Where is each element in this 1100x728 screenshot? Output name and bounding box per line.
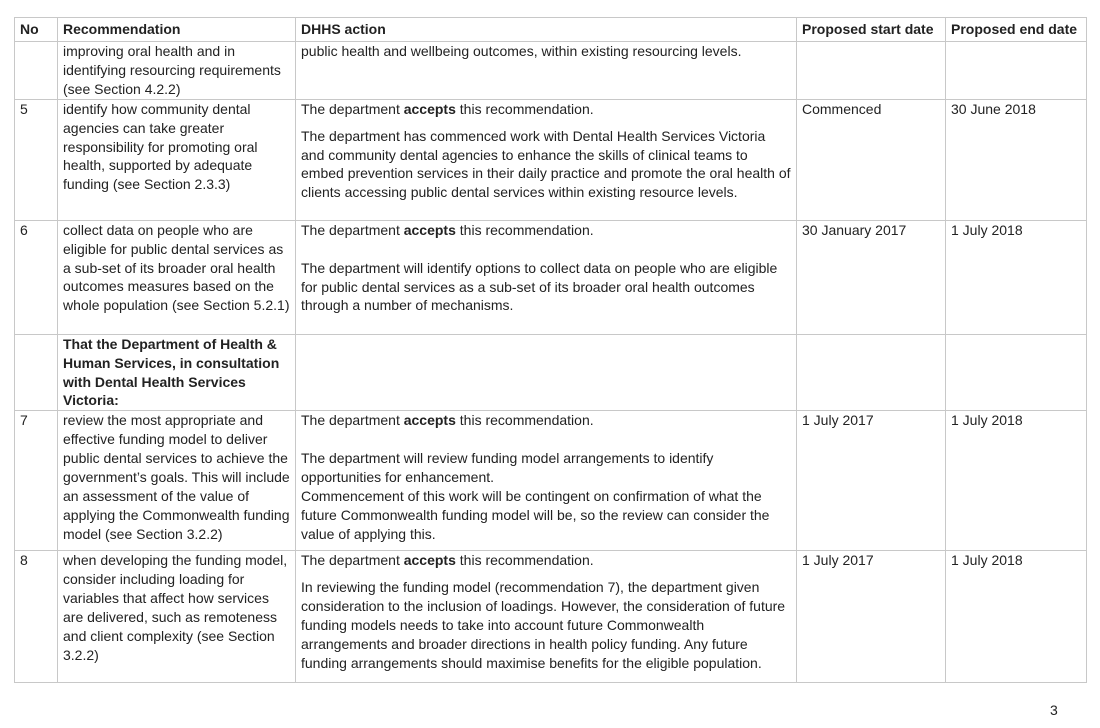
end-date [946, 334, 1087, 411]
acceptance-lead: The department [301, 552, 404, 569]
acceptance-statement [301, 221, 791, 240]
acceptance-lead: The department [301, 221, 404, 238]
table-header-row [15, 18, 1087, 42]
table-row [15, 411, 1087, 551]
row-number [15, 42, 58, 100]
end-date: 1 July 2018 [946, 220, 1087, 334]
start-date: 30 January 2017 [797, 220, 946, 334]
table-row [15, 99, 1087, 220]
accepts-keyword: accepts [403, 412, 456, 429]
section-heading: That the Department of Health & Human Services, in consultation with Dental Health Services Victoria: [58, 334, 296, 411]
recommendation-text: when developing the funding model, consider including loading for variables that affect how services are delivered, such as remoteness and client complexity (see Section 3.2.2) [58, 551, 296, 683]
accepts-keyword: accepts [403, 221, 456, 238]
action-cell [296, 334, 797, 411]
action-paragraph: Commencement of this work will be contingent on confirmation of what the future Commonwealth funding model will be, so the review can consider the value of applying this. [301, 488, 770, 542]
end-date: 30 June 2018 [946, 99, 1087, 220]
table-row [15, 220, 1087, 334]
row-number: 7 [15, 411, 58, 551]
accepts-keyword: accepts [403, 552, 456, 569]
action-cell [296, 220, 797, 334]
start-date [797, 334, 946, 411]
header-proposed-start-date: Proposed start date [797, 18, 946, 42]
action-paragraph: The department has commenced work with Dental Health Services Victoria and community dental agencies to enhance the skills of clinical teams to embed prevention services in their daily practice and promote the oral health of clients accessing public dental services within existing resource levels. [301, 127, 791, 201]
action-cell [296, 411, 797, 551]
action-paragraph: The department will review funding model arrangements to identify opportunities for enhancement. [301, 450, 714, 486]
recommendation-text: review the most appropriate and effective funding model to deliver public dental services to achieve the government’s goals. This will include an assessment of the value of applying the Commonwealth funding model (see Section 3.2.2) [58, 411, 296, 551]
start-date: 1 July 2017 [797, 411, 946, 551]
row-number [15, 334, 58, 411]
start-date [797, 42, 946, 100]
recommendation-text: improving oral health and in identifying resourcing requirements (see Section 4.2.2) [58, 42, 296, 100]
recommendation-text: collect data on people who are eligible for public dental services as a sub-set of its broader oral health outcomes measures based on the whole population (see Section 5.2.1) [58, 220, 296, 334]
action-paragraph: public health and wellbeing outcomes, within existing resourcing levels. [301, 43, 742, 59]
acceptance-tail: this recommendation. [455, 221, 594, 238]
action-cell [296, 99, 797, 220]
start-date: 1 July 2017 [797, 551, 946, 683]
acceptance-lead: The department [301, 100, 404, 117]
page-number: 3 [1050, 702, 1058, 718]
acceptance-lead: The department [301, 412, 404, 429]
acceptance-statement [301, 411, 791, 430]
recommendations-table [14, 17, 1087, 683]
row-number: 6 [15, 220, 58, 334]
header-no: No [15, 18, 58, 42]
end-date: 1 July 2018 [946, 411, 1087, 551]
acceptance-tail: this recommendation. [455, 552, 594, 569]
accepts-keyword: accepts [403, 100, 456, 117]
acceptance-tail: this recommendation. [455, 100, 594, 117]
start-date: Commenced [797, 99, 946, 220]
header-recommendation: Recommendation [58, 18, 296, 42]
acceptance-tail: this recommendation. [455, 412, 594, 429]
table-row [15, 551, 1087, 683]
header-dhhs-action: DHHS action [296, 18, 797, 42]
action-paragraph: In reviewing the funding model (recommendation 7), the department given consideration to the inclusion of loadings. However, the consideration of future funding models needs to take into account future Commonwealth arrangements and broader directions in health policy funding. Any future funding arrangements should maximise benefits for the eligible population. [301, 579, 786, 671]
table-row [15, 42, 1087, 100]
action-cell [296, 42, 797, 100]
action-cell [296, 551, 797, 683]
recommendation-text: identify how community dental agencies can take greater responsibility for promoting oral health, supported by adequate funding (see Section 2.3.3) [58, 99, 296, 220]
acceptance-statement [301, 551, 791, 570]
acceptance-statement [301, 100, 791, 119]
section-heading-row [15, 334, 1087, 411]
end-date: 1 July 2018 [946, 551, 1087, 683]
row-number: 5 [15, 99, 58, 220]
end-date [946, 42, 1087, 100]
action-paragraph: The department will identify options to collect data on people who are eligible for public dental services as a sub-set of its broader oral health outcomes through a number of mechanisms. [301, 259, 778, 314]
header-proposed-end-date: Proposed end date [946, 18, 1087, 42]
row-number: 8 [15, 551, 58, 683]
